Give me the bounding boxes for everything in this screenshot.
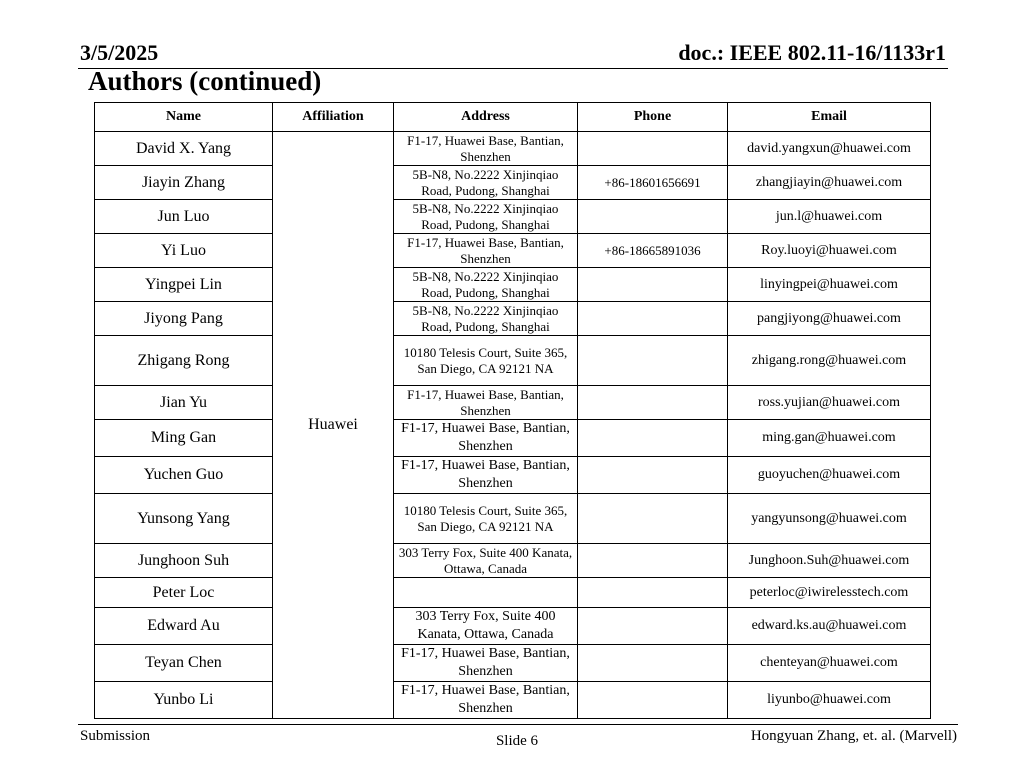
author-phone — [578, 336, 728, 386]
author-address: 5B-N8, No.2222 Xinjinqiao Road, Pudong, Shanghai — [394, 302, 578, 336]
author-address: F1-17, Huawei Base, Bantian, Shenzhen — [394, 457, 578, 494]
table-row — [95, 608, 931, 645]
author-address: 5B-N8, No.2222 Xinjinqiao Road, Pudong, Shanghai — [394, 200, 578, 234]
author-address: 10180 Telesis Court, Suite 365, San Diego, CA 92121 NA — [394, 494, 578, 544]
author-address: F1-17, Huawei Base, Bantian, Shenzhen — [394, 682, 578, 719]
author-name: Zhigang Rong — [95, 336, 273, 386]
author-name: Jian Yu — [95, 386, 273, 420]
author-email: jun.l@huawei.com — [728, 200, 931, 234]
author-phone — [578, 457, 728, 494]
table-row — [95, 234, 931, 268]
table-row — [95, 268, 931, 302]
author-phone — [578, 682, 728, 719]
author-email: edward.ks.au@huawei.com — [728, 608, 931, 645]
author-address: 5B-N8, No.2222 Xinjinqiao Road, Pudong, Shanghai — [394, 268, 578, 302]
author-name: Jun Luo — [95, 200, 273, 234]
author-address: 5B-N8, No.2222 Xinjinqiao Road, Pudong, Shanghai — [394, 166, 578, 200]
author-phone — [578, 645, 728, 682]
author-address: 10180 Telesis Court, Suite 365, San Diego, CA 92121 NA — [394, 336, 578, 386]
header-date: 3/5/2025 — [80, 40, 159, 65]
table-row — [95, 336, 931, 386]
author-phone — [578, 200, 728, 234]
footer-submission: Submission — [80, 728, 151, 744]
table-row — [95, 457, 931, 494]
authors-table — [94, 102, 931, 719]
author-email: chenteyan@huawei.com — [728, 645, 931, 682]
author-name: Yingpei Lin — [95, 268, 273, 302]
author-name: Jiyong Pang — [95, 302, 273, 336]
table-row — [95, 578, 931, 608]
author-name: Junghoon Suh — [95, 544, 273, 578]
author-address: F1-17, Huawei Base, Bantian, Shenzhen — [394, 386, 578, 420]
table-row — [95, 544, 931, 578]
author-address: F1-17, Huawei Base, Bantian, Shenzhen — [394, 420, 578, 457]
footer-rule — [78, 724, 958, 725]
author-name: Jiayin Zhang — [95, 166, 273, 200]
header-affiliation: Affiliation — [273, 103, 394, 132]
author-address: F1-17, Huawei Base, Bantian, Shenzhen — [394, 234, 578, 268]
author-address: F1-17, Huawei Base, Bantian, Shenzhen — [394, 132, 578, 166]
author-email: Roy.luoyi@huawei.com — [728, 234, 931, 268]
author-email: peterloc@iwirelesstech.com — [728, 578, 931, 608]
footer-author: Hongyuan Zhang, et. al. (Marvell) — [750, 728, 957, 744]
table-row — [95, 166, 931, 200]
author-phone — [578, 544, 728, 578]
header-doc-id: doc.: IEEE 802.11-16/1133r1 — [678, 40, 946, 65]
author-phone — [578, 494, 728, 544]
author-email: zhangjiayin@huawei.com — [728, 166, 931, 200]
author-email: liyunbo@huawei.com — [728, 682, 931, 719]
author-name: Peter Loc — [95, 578, 273, 608]
author-phone — [578, 268, 728, 302]
author-phone — [578, 578, 728, 608]
author-email: pangjiyong@huawei.com — [728, 302, 931, 336]
author-name: Ming Gan — [95, 420, 273, 457]
author-name: David X. Yang — [95, 132, 273, 166]
author-name: Edward Au — [95, 608, 273, 645]
author-name: Yunbo Li — [95, 682, 273, 719]
table-row — [95, 132, 931, 166]
author-email: david.yangxun@huawei.com — [728, 132, 931, 166]
author-phone — [578, 420, 728, 457]
author-email: ross.yujian@huawei.com — [728, 386, 931, 420]
header-phone: Phone — [578, 103, 728, 132]
author-name: Yi Luo — [95, 234, 273, 268]
author-phone — [578, 608, 728, 645]
table-row — [95, 386, 931, 420]
author-email: Junghoon.Suh@huawei.com — [728, 544, 931, 578]
author-address — [394, 578, 578, 608]
author-name: Teyan Chen — [95, 645, 273, 682]
author-name: Yuchen Guo — [95, 457, 273, 494]
table-row — [95, 645, 931, 682]
table-row — [95, 494, 931, 544]
table-row — [95, 302, 931, 336]
author-email: ming.gan@huawei.com — [728, 420, 931, 457]
author-name: Yunsong Yang — [95, 494, 273, 544]
author-address: 303 Terry Fox, Suite 400 Kanata, Ottawa, Canada — [394, 608, 578, 645]
header-email: Email — [728, 103, 931, 132]
table-header-row — [95, 103, 931, 132]
author-phone: +86-18665891036 — [578, 234, 728, 268]
affiliation-cell: Huawei — [273, 132, 394, 719]
author-phone: +86-18601656691 — [578, 166, 728, 200]
author-email: linyingpei@huawei.com — [728, 268, 931, 302]
author-address: F1-17, Huawei Base, Bantian, Shenzhen — [394, 645, 578, 682]
footer-slide-number: Slide 6 — [495, 733, 539, 749]
header-address: Address — [394, 103, 578, 132]
author-email: zhigang.rong@huawei.com — [728, 336, 931, 386]
header-name: Name — [95, 103, 273, 132]
author-email: guoyuchen@huawei.com — [728, 457, 931, 494]
author-email: yangyunsong@huawei.com — [728, 494, 931, 544]
author-phone — [578, 132, 728, 166]
table-row — [95, 420, 931, 457]
table-row — [95, 200, 931, 234]
table-row — [95, 682, 931, 719]
author-phone — [578, 386, 728, 420]
author-phone — [578, 302, 728, 336]
author-address: 303 Terry Fox, Suite 400 Kanata, Ottawa, Canada — [394, 544, 578, 578]
slide-title: Authors (continued) — [88, 66, 322, 96]
